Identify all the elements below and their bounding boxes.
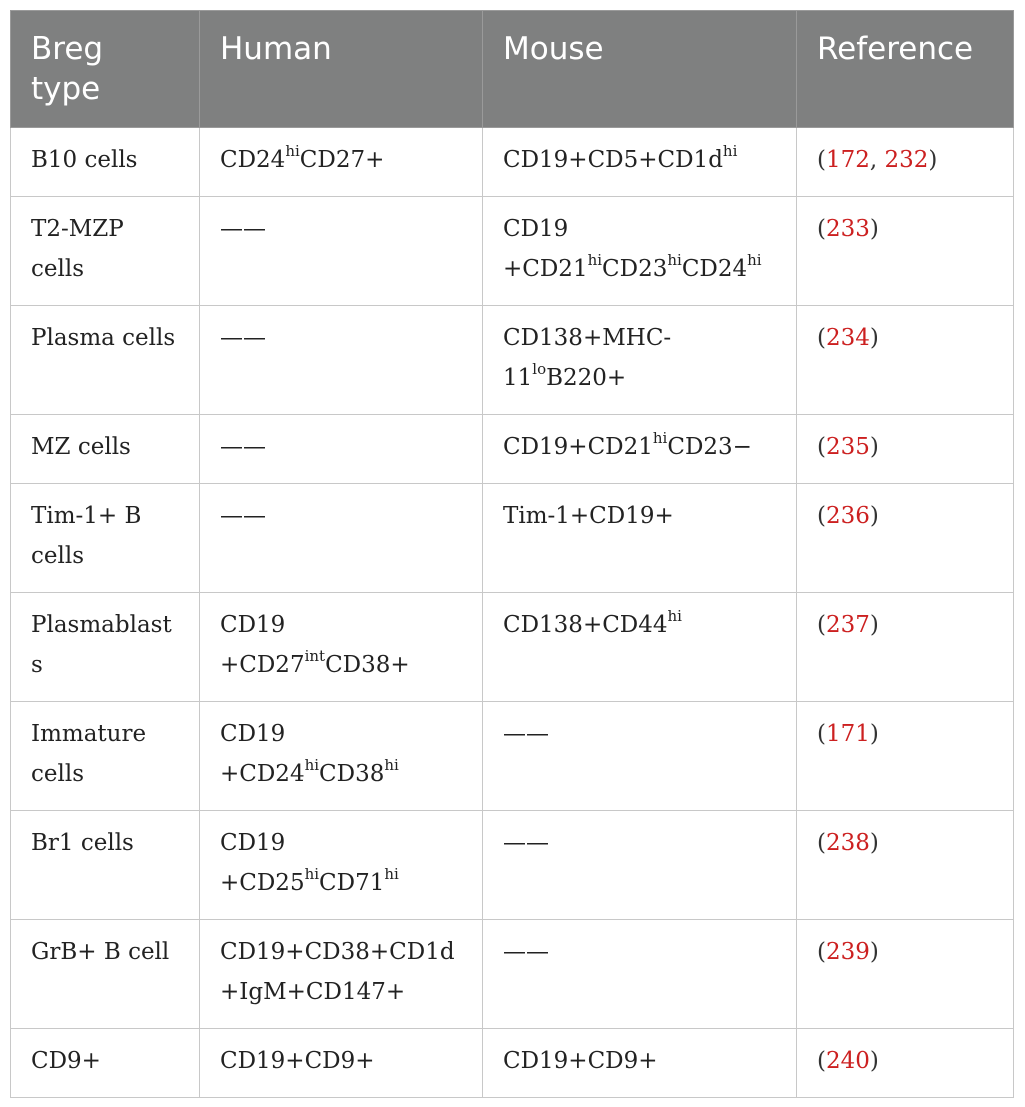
marker-text: CD71 — [319, 870, 385, 896]
reference-link[interactable]: 237 — [825, 612, 870, 638]
marker-superscript: hi — [667, 607, 682, 626]
marker-text: CD19 +CD24 — [220, 721, 305, 787]
marker-text: —— — [503, 939, 549, 965]
table-row — [11, 1029, 1014, 1098]
reference-cell: (172, 232) — [797, 128, 1014, 197]
breg-type-cell: GrB+ B cell — [11, 920, 200, 1029]
reference-cell: (237) — [797, 593, 1014, 702]
marker-text: —— — [220, 434, 266, 460]
marker-text: CD19 +CD27 — [220, 612, 305, 678]
breg-type-cell: Plasma cells — [11, 306, 200, 415]
marker-text: CD38+ — [325, 652, 410, 678]
human-marker-cell — [200, 811, 483, 920]
reference-cell: (235) — [797, 415, 1014, 484]
marker-superscript: int — [304, 647, 326, 666]
human-marker-cell — [200, 306, 483, 415]
mouse-marker-cell — [483, 306, 797, 415]
mouse-marker-cell — [483, 593, 797, 702]
reference-cell: (233) — [797, 197, 1014, 306]
marker-text: B220+ — [546, 365, 627, 391]
marker-text: CD23 — [602, 256, 668, 282]
reference-link[interactable]: 239 — [825, 939, 870, 965]
reference-link[interactable]: 171 — [825, 721, 870, 747]
mouse-marker-cell — [483, 415, 797, 484]
marker-text: CD19+CD5+CD1d — [503, 147, 723, 173]
marker-text: CD24 — [220, 147, 286, 173]
marker-text: —— — [220, 503, 266, 529]
breg-type-cell: Tim-1+ B cells — [11, 484, 200, 593]
marker-superscript: hi — [384, 756, 399, 775]
mouse-marker-cell — [483, 128, 797, 197]
table-row — [11, 593, 1014, 702]
reference-link[interactable]: 238 — [825, 830, 870, 856]
marker-text: CD38 — [319, 761, 385, 787]
header-breg-type: Breg type — [11, 11, 200, 128]
mouse-marker-cell — [483, 811, 797, 920]
marker-superscript: hi — [722, 142, 738, 161]
breg-type-cell: Immature cells — [11, 702, 200, 811]
breg-table-container — [10, 10, 1013, 1098]
reference-link[interactable]: 232 — [884, 147, 929, 173]
marker-text: CD19 +CD25 — [220, 830, 305, 896]
table-header-row — [11, 11, 1014, 128]
marker-text: Tim-1+CD19+ — [503, 503, 674, 529]
reference-cell: (234) — [797, 306, 1014, 415]
human-marker-cell — [200, 593, 483, 702]
reference-cell: (171) — [797, 702, 1014, 811]
marker-text: —— — [503, 721, 549, 747]
reference-link[interactable]: 172 — [825, 147, 870, 173]
marker-text: CD27+ — [299, 147, 385, 173]
breg-type-cell: Br1 cells — [11, 811, 200, 920]
marker-superscript: hi — [285, 142, 300, 161]
marker-superscript: hi — [652, 429, 668, 448]
breg-type-cell: B10 cells — [11, 128, 200, 197]
human-marker-cell — [200, 415, 483, 484]
reference-cell: (238) — [797, 811, 1014, 920]
marker-text: CD19+CD9+ — [503, 1048, 658, 1074]
reference-cell: (236) — [797, 484, 1014, 593]
reference-link[interactable]: 234 — [825, 325, 870, 351]
marker-superscript: hi — [587, 251, 603, 270]
breg-type-cell: Plasmablasts — [11, 593, 200, 702]
human-marker-cell — [200, 920, 483, 1029]
header-reference: Reference — [797, 11, 1014, 128]
breg-type-cell: MZ cells — [11, 415, 200, 484]
marker-text: CD19 +CD21 — [503, 216, 588, 282]
marker-superscript: hi — [384, 865, 399, 884]
table-body — [11, 128, 1014, 1098]
marker-text: —— — [503, 830, 549, 856]
reference-cell: (239) — [797, 920, 1014, 1029]
header-mouse: Mouse — [483, 11, 797, 128]
header-human: Human — [200, 11, 483, 128]
marker-superscript: hi — [304, 865, 320, 884]
breg-types-table — [10, 10, 1014, 1098]
reference-cell: (240) — [797, 1029, 1014, 1098]
marker-text: CD19+CD9+ — [220, 1048, 375, 1074]
mouse-marker-cell — [483, 702, 797, 811]
marker-text: —— — [220, 216, 266, 242]
mouse-marker-cell — [483, 920, 797, 1029]
marker-text: CD138+CD44 — [503, 612, 668, 638]
table-row — [11, 128, 1014, 197]
table-row — [11, 702, 1014, 811]
mouse-marker-cell — [483, 197, 797, 306]
reference-link[interactable]: 240 — [825, 1048, 870, 1074]
marker-superscript: hi — [304, 756, 320, 775]
marker-text: CD138+MHC-11 — [503, 325, 672, 391]
reference-link[interactable]: 235 — [825, 434, 870, 460]
table-row — [11, 484, 1014, 593]
marker-text: CD19+CD21 — [503, 434, 653, 460]
marker-superscript: hi — [667, 251, 682, 270]
table-row — [11, 197, 1014, 306]
breg-type-cell: T2-MZP cells — [11, 197, 200, 306]
mouse-marker-cell — [483, 484, 797, 593]
table-row — [11, 306, 1014, 415]
marker-superscript: hi — [747, 251, 762, 270]
table-row — [11, 415, 1014, 484]
table-row — [11, 920, 1014, 1029]
mouse-marker-cell — [483, 1029, 797, 1098]
marker-text: CD19+CD38+CD1d +IgM+CD147+ — [220, 939, 455, 1005]
marker-superscript: lo — [532, 360, 547, 379]
human-marker-cell — [200, 484, 483, 593]
human-marker-cell — [200, 702, 483, 811]
human-marker-cell — [200, 197, 483, 306]
reference-link[interactable]: 236 — [825, 503, 870, 529]
reference-link[interactable]: 233 — [825, 216, 870, 242]
marker-text: —— — [220, 325, 266, 351]
breg-type-cell: CD9+ — [11, 1029, 200, 1098]
human-marker-cell — [200, 128, 483, 197]
marker-text: CD24 — [681, 256, 748, 282]
marker-text: CD23− — [667, 434, 752, 460]
human-marker-cell — [200, 1029, 483, 1098]
table-row — [11, 811, 1014, 920]
